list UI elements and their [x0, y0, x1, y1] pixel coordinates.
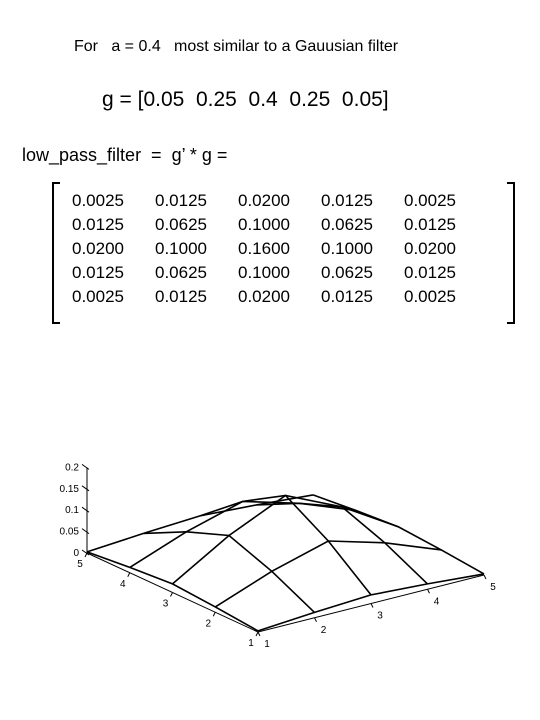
- x-tick-label: 1: [264, 639, 270, 650]
- matrix-left-bracket: [52, 182, 60, 324]
- y-tick: [128, 573, 130, 577]
- matrix-cell: 0.1000: [238, 215, 290, 234]
- matrix-right-bracket: [507, 182, 515, 324]
- matrix-cell: 0.0125: [321, 287, 373, 306]
- matrix-row: [72, 189, 487, 213]
- z-tick: [82, 529, 89, 534]
- filter-matrix: [72, 189, 487, 309]
- y-tick: [256, 632, 258, 636]
- surface-mesh-line: [215, 541, 441, 607]
- surface-plot: [0, 360, 540, 660]
- z-tick-label: 0: [73, 548, 79, 559]
- matrix-cell: 0.0125: [72, 263, 124, 282]
- gaussian-vector-line: g = [0.05 0.25 0.4 0.25 0.05]: [102, 88, 389, 111]
- z-tick: [82, 464, 89, 469]
- surface-mesh-line: [87, 552, 258, 631]
- surface-mesh-line: [144, 532, 315, 613]
- z-tick: [82, 486, 89, 491]
- matrix-cell: 0.0200: [404, 239, 456, 258]
- matrix-cell: 0.0200: [238, 191, 290, 210]
- matrix-cell: 0.0625: [321, 263, 373, 282]
- y-tick-label: 4: [119, 578, 126, 590]
- matrix-cell: 0.0125: [404, 263, 456, 282]
- y-tick-label: 5: [77, 559, 83, 570]
- x-tick: [258, 632, 260, 636]
- matrix-cell: 0.0025: [404, 287, 456, 306]
- z-tick-label: 0.15: [59, 483, 79, 495]
- matrix-cell: 0.1000: [321, 239, 373, 258]
- matrix-cell: 0.0625: [155, 263, 207, 282]
- matrix-cell: 0.0025: [72, 191, 124, 210]
- x-tick: [484, 575, 486, 579]
- matrix-cell: 0.0125: [155, 191, 207, 210]
- z-tick-label: 0.1: [65, 505, 79, 517]
- y-tick: [85, 553, 87, 557]
- matrix-cell: 0.0025: [404, 191, 456, 210]
- matrix-cell: 0.0200: [72, 239, 124, 258]
- matrix-cell: 0.0125: [321, 191, 373, 210]
- surface-mesh-line: [257, 503, 428, 584]
- matrix-cell: 0.0200: [238, 287, 290, 306]
- x-tick-label: 3: [377, 610, 383, 622]
- matrix-cell: 0.0025: [72, 287, 124, 306]
- y-tick-label: 3: [162, 598, 169, 610]
- matrix-cell: 0.0625: [155, 215, 207, 234]
- x-tick: [428, 589, 430, 593]
- z-tick: [82, 507, 89, 512]
- x-tick-label: 5: [490, 582, 496, 593]
- surface-mesh-line: [258, 574, 484, 631]
- y-tick-label: 2: [205, 618, 212, 630]
- matrix-row: [72, 261, 487, 285]
- intro-line-1: For a = 0.4 most similar to a Gauusian filter: [74, 38, 399, 55]
- matrix-cell: 0.0125: [404, 215, 456, 234]
- matrix-row: [72, 213, 487, 237]
- matrix-cell: 0.0625: [321, 215, 373, 234]
- matrix-cell: 0.1600: [238, 239, 290, 258]
- matrix-row: [72, 237, 487, 261]
- y-tick: [171, 593, 173, 597]
- x-tick-label: 2: [320, 624, 327, 636]
- matrix-cell: 0.1000: [238, 263, 290, 282]
- y-tick-label: 1: [248, 638, 254, 649]
- y-tick: [213, 612, 215, 616]
- x-tick: [315, 618, 317, 622]
- filter-definition-line: low_pass_filter = g’ * g =: [22, 145, 228, 165]
- x-tick-label: 4: [433, 596, 440, 608]
- surface-mesh-line: [173, 496, 399, 584]
- z-tick-label: 0.2: [65, 462, 79, 474]
- z-tick-label: 0.05: [59, 526, 79, 538]
- matrix-row: [72, 285, 487, 309]
- matrix-cell: 0.0125: [72, 215, 124, 234]
- matrix-cell: 0.0125: [155, 287, 207, 306]
- x-tick: [371, 604, 373, 608]
- matrix-cell: 0.1000: [155, 239, 207, 258]
